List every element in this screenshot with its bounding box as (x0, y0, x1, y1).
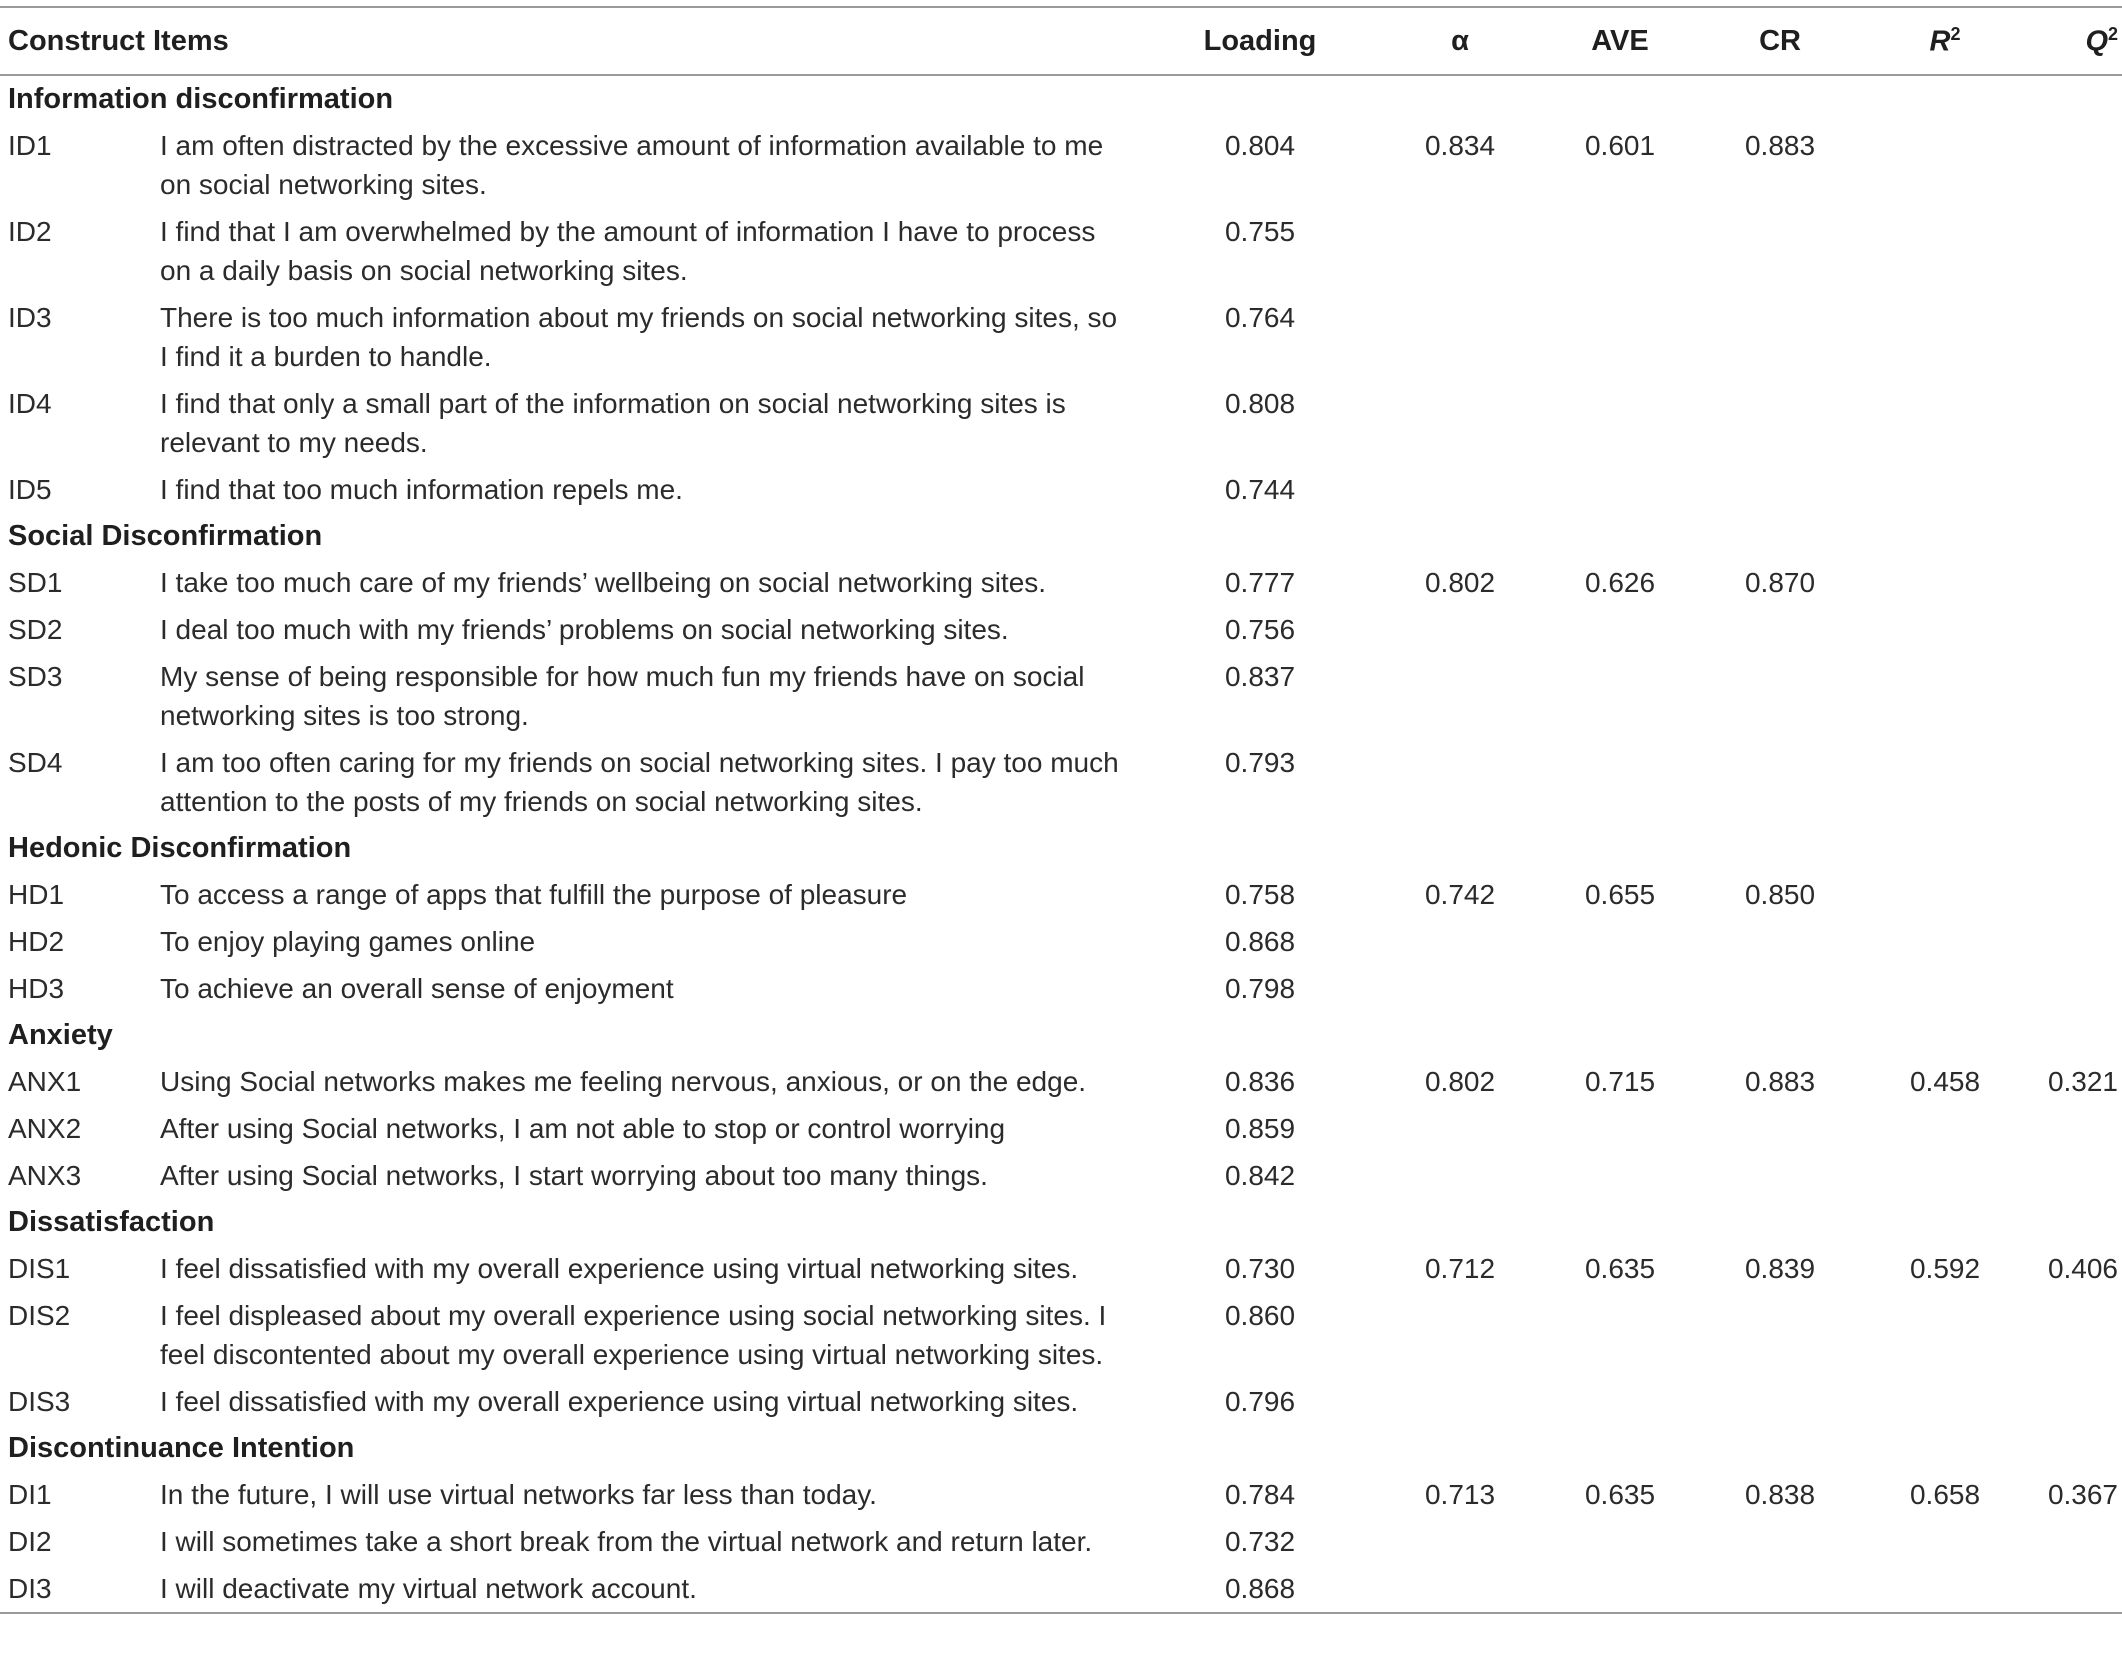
cell-cr: 0.839 (1744, 1253, 1816, 1284)
header-q-squared-base: Q (2085, 25, 2108, 58)
cell-q2 (2030, 965, 2122, 1012)
cell-loading: 0.836 (1224, 1066, 1296, 1097)
cell-loading: 0.793 (1224, 747, 1296, 778)
cell-ave: 0.715 (1584, 1066, 1656, 1097)
header-r-squared-sup: 2 (1950, 23, 1961, 44)
section-row (0, 1199, 2122, 1245)
item-text: Using Social networks makes me feeling nervous, anxious, or on the edge. (160, 1066, 1087, 1097)
cell-q2 (2030, 208, 2122, 294)
item-text: I am often distracted by the excessive amount of information available to me on social networking sites. (160, 130, 1104, 200)
cell-r2 (1860, 1105, 2030, 1152)
cell-alpha (1380, 1565, 1540, 1613)
table-row (0, 466, 2122, 513)
header-loading: Loading (1203, 24, 1317, 57)
item-text: I take too much care of my friends’ wellbeing on social networking sites. (160, 567, 1047, 598)
item-code: ID3 (8, 302, 52, 333)
cell-cr: 0.870 (1744, 567, 1816, 598)
cell-ave (1540, 1378, 1700, 1425)
cell-cr: 0.883 (1744, 1066, 1816, 1097)
header-q-squared (2030, 7, 2122, 75)
item-code: ANX3 (8, 1160, 82, 1191)
cell-q2 (2030, 1565, 2122, 1613)
cell-alpha (1380, 653, 1540, 739)
cell-q2 (2030, 466, 2122, 513)
item-code: SD3 (8, 661, 63, 692)
cell-r2 (1860, 208, 2030, 294)
table-row (0, 1105, 2122, 1152)
cell-loading: 0.755 (1224, 216, 1296, 247)
cell-cr (1700, 1378, 1860, 1425)
item-code: SD1 (8, 567, 63, 598)
cell-q2 (2030, 653, 2122, 739)
cell-loading: 0.732 (1224, 1526, 1296, 1557)
table-row (0, 1565, 2122, 1613)
cell-r2 (1860, 1152, 2030, 1199)
cell-ave (1540, 739, 1700, 825)
cell-r2 (1860, 871, 2030, 918)
cell-loading: 0.798 (1224, 973, 1296, 1004)
table-row (0, 1292, 2122, 1378)
cell-r2 (1860, 1292, 2030, 1378)
item-code: DIS3 (8, 1386, 71, 1417)
cell-ave (1540, 1152, 1700, 1199)
item-code: DIS1 (8, 1253, 71, 1284)
item-text: To access a range of apps that fulfill the purpose of pleasure (160, 879, 908, 910)
section-row (0, 75, 2122, 122)
cell-alpha (1380, 208, 1540, 294)
cell-cr (1700, 606, 1860, 653)
section-title: Social Disconfirmation (8, 520, 323, 552)
cell-q2 (2030, 918, 2122, 965)
cell-cr (1700, 1518, 1860, 1565)
item-code: HD3 (8, 973, 65, 1004)
item-text: My sense of being responsible for how much fun my friends have on social networking sites is too strong. (160, 661, 1085, 731)
cell-loading: 0.758 (1224, 879, 1296, 910)
table-row (0, 871, 2122, 918)
cell-cr (1700, 208, 1860, 294)
cell-q2: 0.321 (2047, 1066, 2119, 1097)
table-row (0, 1058, 2122, 1105)
item-code: ID5 (8, 474, 52, 505)
table-row (0, 606, 2122, 653)
cell-loading: 0.796 (1224, 1386, 1296, 1417)
header-row (0, 7, 2122, 75)
cell-r2 (1860, 1565, 2030, 1613)
section-title: Discontinuance Intention (8, 1432, 355, 1464)
cell-q2 (2030, 1292, 2122, 1378)
item-text: To enjoy playing games online (160, 926, 536, 957)
item-text: I find that too much information repels me. (160, 474, 683, 505)
cell-ave (1540, 918, 1700, 965)
cell-r2 (1860, 1518, 2030, 1565)
item-code: HD2 (8, 926, 65, 957)
table-row (0, 1471, 2122, 1518)
cell-alpha (1380, 739, 1540, 825)
cell-alpha (1380, 1105, 1540, 1152)
item-code: SD4 (8, 747, 63, 778)
cell-alpha: 0.802 (1424, 1066, 1496, 1097)
cell-cr: 0.850 (1744, 879, 1816, 910)
table-row (0, 1152, 2122, 1199)
cell-cr: 0.883 (1744, 130, 1816, 161)
section-title: Information disconfirmation (8, 83, 394, 115)
item-code: SD2 (8, 614, 63, 645)
cell-loading: 0.860 (1224, 1300, 1296, 1331)
section-row (0, 1425, 2122, 1471)
cell-alpha (1380, 380, 1540, 466)
cell-ave: 0.601 (1584, 130, 1656, 161)
cell-q2 (2030, 871, 2122, 918)
cell-loading: 0.777 (1224, 567, 1296, 598)
cell-alpha (1380, 1292, 1540, 1378)
cell-ave (1540, 965, 1700, 1012)
item-code: HD1 (8, 879, 65, 910)
measurement-table (0, 6, 2122, 1614)
cell-ave (1540, 1292, 1700, 1378)
cell-r2 (1860, 965, 2030, 1012)
cell-q2 (2030, 739, 2122, 825)
header-r-squared (1860, 7, 2030, 75)
cell-loading: 0.804 (1224, 130, 1296, 161)
cell-cr (1700, 1292, 1860, 1378)
cell-ave: 0.635 (1584, 1479, 1656, 1510)
cell-r2 (1860, 653, 2030, 739)
section-row (0, 513, 2122, 559)
cell-alpha (1380, 918, 1540, 965)
item-text: I feel dissatisfied with my overall experience using virtual networking sites. (160, 1386, 1079, 1417)
cell-alpha (1380, 466, 1540, 513)
cell-alpha (1380, 606, 1540, 653)
cell-ave (1540, 208, 1700, 294)
cell-ave: 0.626 (1584, 567, 1656, 598)
header-q-squared-sup: 2 (2108, 23, 2119, 44)
header-cr: CR (1759, 24, 1801, 57)
item-text: I will sometimes take a short break from the virtual network and return later. (160, 1526, 1093, 1557)
cell-r2 (1860, 606, 2030, 653)
cell-alpha (1380, 1152, 1540, 1199)
cell-r2 (1860, 294, 2030, 380)
cell-cr (1700, 466, 1860, 513)
header-ave: AVE (1591, 24, 1649, 57)
cell-loading: 0.837 (1224, 661, 1296, 692)
cell-loading: 0.868 (1224, 926, 1296, 957)
cell-cr (1700, 653, 1860, 739)
item-code: ID2 (8, 216, 52, 247)
table-row (0, 1518, 2122, 1565)
item-code: ID1 (8, 130, 52, 161)
item-text: To achieve an overall sense of enjoyment (160, 973, 674, 1004)
cell-alpha: 0.712 (1424, 1253, 1496, 1284)
cell-q2 (2030, 380, 2122, 466)
cell-r2: 0.592 (1909, 1253, 1981, 1284)
item-text: I find that only a small part of the information on social networking sites is relevant to my needs. (160, 388, 1066, 458)
cell-ave: 0.635 (1584, 1253, 1656, 1284)
item-code: DI1 (8, 1479, 52, 1510)
item-text: I deal too much with my friends’ problems on social networking sites. (160, 614, 1009, 645)
cell-cr (1700, 294, 1860, 380)
item-text: I feel dissatisfied with my overall experience using virtual networking sites. (160, 1253, 1079, 1284)
cell-r2: 0.458 (1909, 1066, 1981, 1097)
cell-q2 (2030, 1518, 2122, 1565)
cell-q2 (2030, 606, 2122, 653)
table-row (0, 559, 2122, 606)
cell-r2 (1860, 122, 2030, 208)
table-row (0, 739, 2122, 825)
item-text: I feel displeased about my overall experience using social networking sites. I feel discontented about my overall experience using virtual networking sites. (160, 1300, 1107, 1370)
cell-cr: 0.838 (1744, 1479, 1816, 1510)
cell-r2 (1860, 739, 2030, 825)
cell-alpha (1380, 1378, 1540, 1425)
item-code: DIS2 (8, 1300, 71, 1331)
item-code: ANX1 (8, 1066, 82, 1097)
table-row (0, 965, 2122, 1012)
cell-q2 (2030, 1378, 2122, 1425)
item-text: In the future, I will use virtual networks far less than today. (160, 1479, 877, 1510)
cell-loading: 0.808 (1224, 388, 1296, 419)
cell-q2: 0.367 (2047, 1479, 2119, 1510)
cell-ave: 0.655 (1584, 879, 1656, 910)
cell-alpha: 0.713 (1424, 1479, 1496, 1510)
section-title: Dissatisfaction (8, 1206, 215, 1238)
header-construct-items: Construct Items (8, 24, 229, 57)
table-body (0, 75, 2122, 1613)
cell-ave (1540, 606, 1700, 653)
cell-q2 (2030, 1105, 2122, 1152)
cell-alpha: 0.834 (1424, 130, 1496, 161)
cell-ave (1540, 466, 1700, 513)
cell-r2 (1860, 1378, 2030, 1425)
item-code: ID4 (8, 388, 52, 419)
cell-ave (1540, 653, 1700, 739)
section-title: Anxiety (8, 1019, 113, 1051)
table-row (0, 208, 2122, 294)
item-text: I am too often caring for my friends on social networking sites. I pay too much attention to the posts of my friends on social networking sites. (160, 747, 1119, 817)
item-code: DI2 (8, 1526, 52, 1557)
cell-alpha (1380, 1518, 1540, 1565)
item-code: DI3 (8, 1573, 52, 1604)
cell-cr (1700, 1565, 1860, 1613)
cell-q2 (2030, 294, 2122, 380)
cell-q2 (2030, 1152, 2122, 1199)
item-code: ANX2 (8, 1113, 82, 1144)
cell-loading: 0.784 (1224, 1479, 1296, 1510)
header-r-squared-base: R (1929, 25, 1951, 58)
item-text: After using Social networks, I am not able to stop or control worrying (160, 1113, 1006, 1144)
cell-loading: 0.756 (1224, 614, 1296, 645)
item-text: There is too much information about my friends on social networking sites, so I find it a burden to handle. (160, 302, 1118, 372)
cell-q2 (2030, 122, 2122, 208)
cell-cr (1700, 965, 1860, 1012)
cell-r2 (1860, 380, 2030, 466)
cell-cr (1700, 918, 1860, 965)
cell-ave (1540, 1565, 1700, 1613)
cell-q2: 0.406 (2047, 1253, 2119, 1284)
cell-r2 (1860, 466, 2030, 513)
table-row (0, 380, 2122, 466)
cell-loading: 0.744 (1224, 474, 1296, 505)
table-row (0, 1245, 2122, 1292)
cell-q2 (2030, 559, 2122, 606)
item-text: After using Social networks, I start worrying about too many things. (160, 1160, 988, 1191)
cell-alpha (1380, 965, 1540, 1012)
cell-r2 (1860, 559, 2030, 606)
cell-ave (1540, 1518, 1700, 1565)
table-row (0, 653, 2122, 739)
section-title: Hedonic Disconfirmation (8, 832, 352, 864)
cell-r2 (1860, 918, 2030, 965)
cell-loading: 0.859 (1224, 1113, 1296, 1144)
cell-cr (1700, 739, 1860, 825)
header-alpha: α (1451, 24, 1469, 57)
section-row (0, 825, 2122, 871)
cell-ave (1540, 1105, 1700, 1152)
item-text: I find that I am overwhelmed by the amount of information I have to process on a daily basis on social networking sites. (160, 216, 1096, 286)
cell-loading: 0.842 (1224, 1160, 1296, 1191)
cell-ave (1540, 380, 1700, 466)
cell-alpha (1380, 294, 1540, 380)
cell-cr (1700, 1152, 1860, 1199)
item-text: I will deactivate my virtual network account. (160, 1573, 697, 1604)
table-row (0, 122, 2122, 208)
cell-loading: 0.764 (1224, 302, 1296, 333)
section-row (0, 1012, 2122, 1058)
cell-loading: 0.868 (1224, 1573, 1296, 1604)
cell-cr (1700, 1105, 1860, 1152)
table-row (0, 918, 2122, 965)
cell-cr (1700, 380, 1860, 466)
cell-alpha: 0.802 (1424, 567, 1496, 598)
table-row (0, 1378, 2122, 1425)
cell-r2: 0.658 (1909, 1479, 1981, 1510)
cell-ave (1540, 294, 1700, 380)
cell-loading: 0.730 (1224, 1253, 1296, 1284)
table-row (0, 294, 2122, 380)
cell-alpha: 0.742 (1424, 879, 1496, 910)
